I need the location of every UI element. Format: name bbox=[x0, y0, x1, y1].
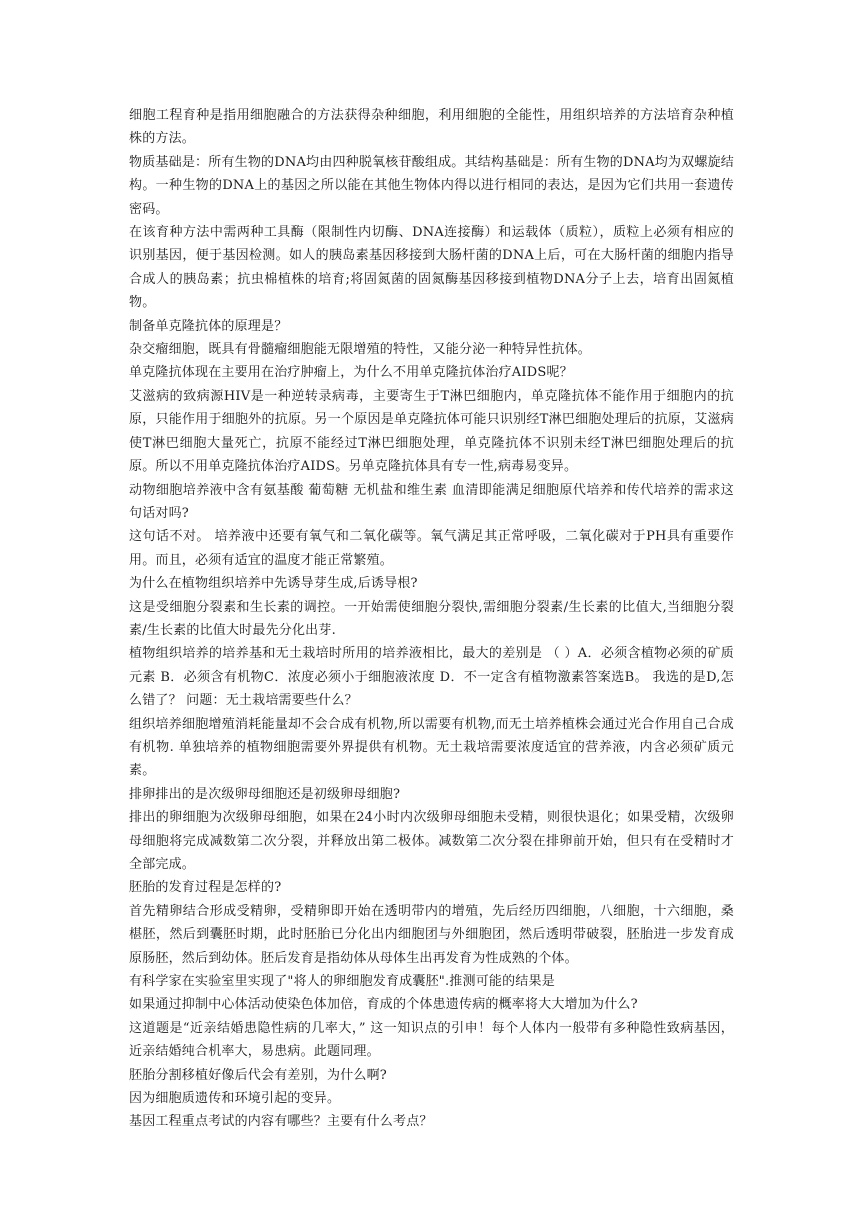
question-chromosome-doubling: 如果通过抑制中心体活动使染色体加倍，育成的个体患遗传病的概率将大大增加为什么? bbox=[129, 997, 638, 1013]
question-embryo-development: 胚胎的发育过程是怎样的? bbox=[129, 880, 282, 896]
answer-culture-medium: 这句话不对。 培养液中还要有氧气和二氧化碳等。氧气满足其正常呼吸，二氧化碳对于PH具有重要作用。而且，必须有适宜的温度才能正常繁殖。 bbox=[129, 529, 734, 568]
question-culture-medium: 动物细胞培养液中含有氨基酸 葡萄糖 无机盐和维生素 血清即能满足细胞原代培养和传代培养的需求这句话对吗? bbox=[129, 482, 734, 521]
question-ovulation: 排卵排出的是次级卵母细胞还是初级卵母细胞? bbox=[129, 786, 401, 802]
answer-embryo-development: 首先精卵结合形成受精卵，受精卵即开始在透明带内的增殖，先后经历四细胞，八细胞，十六细胞，桑椹胚，然后到囊胚时期，此时胚胎已分化出内细胞团与外细胞团，然后透明带破裂，胚胎进一步发育成原肠胚，然后到幼体。胚后发育是指幼体从母体生出再发育为性成熟的个体。 bbox=[129, 903, 734, 966]
answer-hiv: 艾滋病的致病源HIV是一种逆转录病毒，主要寄生于T淋巴细胞内，单克隆抗体不能作用于细胞内的抗原，只能作用于细胞外的抗原。另一个原因是单克隆抗体可能只识别经T淋巴细胞处理后的抗原，艾滋病使T淋巴细胞大量死亡，抗原不能经过T淋巴细胞处理，单克隆抗体不识别未经T淋巴细胞处理后的抗原。所以不用单克隆抗体治疗AIDS。另单克隆抗体具有专一性,病毒易变异。 bbox=[129, 388, 734, 475]
paragraph-material-basis: 物质基础是：所有生物的DNA均由四种脱氧核苷酸组成。其结构基础是：所有生物的DNA均为双螺旋结构。一种生物的DNA上的基因之所以能在其他生物体内得以进行相同的表达，是因为它们共用一套遗传密码。 bbox=[129, 154, 734, 217]
question-bud-root: 为什么在植物组织培养中先诱导芽生成,后诱导根? bbox=[129, 576, 418, 592]
question-medium-difference: 植物组织培养的培养基和无土栽培时所用的培养液相比，最大的差别是 （ ）A．必须含植物必须的矿质元素 B．必须含有机物C．浓度必须小于细胞液浓度 D．不一定含有植物激素答案选B。 我选的是D,怎么错了？ 问题：无土栽培需要些什么？ bbox=[129, 646, 734, 709]
paragraph-tool-enzymes: 在该育种方法中需两种工具酶（限制性内切酶、DNA连接酶）和运载体（质粒），质粒上必须有相应的识别基因，便于基因检测。如人的胰岛素基因移接到大肠杆菌的DNA上后，可在大肠杆菌的细胞内指导合成人的胰岛素；抗虫棉植株的培育;将固氮菌的固氮酶基因移接到植物DNA分子上去，培育出固氮植物。 bbox=[129, 225, 734, 311]
question-monoclonal-aids: 单克隆抗体现在主要用在治疗肿瘤上，为什么不用单克隆抗体治疗AIDS呢？ bbox=[129, 365, 573, 381]
answer-medium-difference: 组织培养细胞增殖消耗能量却不会合成有机物,所以需要有机物,而无土培养植株会通过光合作用自己合成有机物. 单独培养的植物细胞需要外界提供有机物。无土栽培需要浓度适宜的营养液，内含必须矿质元素。 bbox=[129, 716, 734, 779]
question-embryo-splitting: 胚胎分割移植好像后代会有差别，为什么啊? bbox=[129, 1067, 387, 1083]
paragraph-cell-engineering-breeding: 细胞工程育种是指用细胞融合的方法获得杂种细胞，利用细胞的全能性，用组织培养的方法培育杂种植株的方法。 bbox=[129, 108, 734, 147]
question-monoclonal-principle: 制备单克隆抗体的原理是？ bbox=[129, 318, 288, 334]
answer-embryo-splitting: 因为细胞质遗传和环境引起的变异。 bbox=[129, 1091, 341, 1107]
question-egg-blastocyst: 有科学家在实验室里实现了"将人的卵细胞发育成囊胚".推测可能的结果是 bbox=[129, 974, 555, 990]
answer-hybridoma: 杂交瘤细胞，既具有骨髓瘤细胞能无限增殖的特性，又能分泌一种特异性抗体。 bbox=[129, 342, 592, 358]
question-genetic-engineering: 基因工程重点考试的内容有哪些？主要有什么考点？ bbox=[129, 1114, 433, 1130]
answer-consanguineous: 这道题是“近亲结婚患隐性病的几率大，” 这一知识点的引申！每个人体内一般带有多种隐性致病基因，近亲结婚纯合机率大，易患病。此题同理。 bbox=[129, 1020, 734, 1060]
answer-bud-root: 这是受细胞分裂素和生长素的调控。一开始需使细胞分裂快,需细胞分裂素/生长素的比值大,当细胞分裂素/生长素的比值大时最先分化出芽. bbox=[129, 599, 734, 638]
answer-ovulation: 排出的卵细胞为次级卵母细胞，如果在24小时内次级卵母细胞未受精，则很快退化；如果受精，次级卵母细胞将完成减数第二次分裂，并释放出第二极体。减数第二次分裂在排卵前开始，但只有在受精时才全部完成。 bbox=[129, 810, 734, 872]
